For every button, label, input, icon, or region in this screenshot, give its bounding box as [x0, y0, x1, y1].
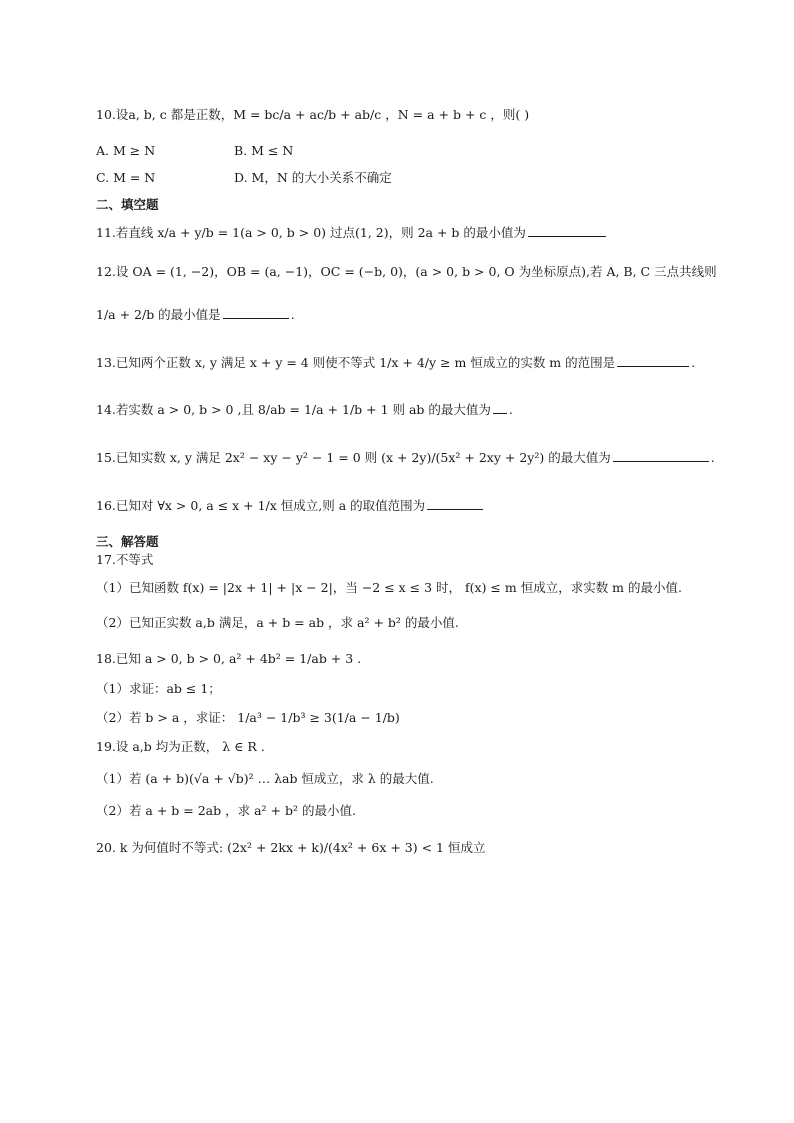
question-18-part2: （2）若 b > a ，求证： 1/a³ − 1/b³ ≥ 3(1/a − 1/b)	[96, 710, 400, 725]
question-13-text: 13.已知两个正数 x, y 满足 x + y = 4 则使不等式 1/x + 4/y ≥ m 恒成立的实数 m 的范围是	[96, 355, 616, 370]
q10-option-a: A. M ≥ N	[96, 143, 156, 158]
question-14-text: 14.若实数 a > 0, b > 0 ,且 8/ab = 1/a + 1/b + 1 则 ab 的最大值为	[96, 402, 491, 417]
section-solutions-title: 三、解答题	[96, 534, 159, 549]
section-fill-in-title: 二、填空题	[96, 197, 159, 212]
question-16	[96, 497, 485, 514]
question-18-part1: （1）求证：ab ≤ 1；	[96, 681, 221, 696]
question-15-text: 15.已知实数 x, y 满足 2x² − xy − y² − 1 = 0 则 (x + 2y)/(5x² + 2xy + 2y²) 的最大值为	[96, 450, 611, 465]
question-12-end: .	[290, 307, 295, 322]
question-18-title: 18.已知 a > 0, b > 0, a² + 4b² = 1/ab + 3 .	[96, 651, 362, 666]
question-14	[96, 401, 513, 418]
question-13	[96, 354, 695, 371]
question-12-line2	[96, 306, 295, 323]
question-12-text: 1/a + 2/b 的最小值是	[96, 307, 221, 322]
question-14-end: .	[508, 402, 513, 417]
question-17-title: 17.不等式	[96, 552, 154, 567]
q10-option-d: D. M，N 的大小关系不确定	[234, 170, 392, 185]
question-15	[96, 449, 715, 466]
question-19-part1: （1）若 (a + b)(√a + √b)² … λab 恒成立，求 λ 的最大值.	[96, 771, 434, 786]
answer-blank	[427, 497, 483, 510]
answer-blank	[613, 449, 709, 462]
answer-blank	[493, 401, 507, 414]
answer-blank	[617, 354, 689, 367]
q10-option-c: C. M = N	[96, 170, 156, 185]
question-13-end: .	[691, 355, 696, 370]
question-15-end: .	[710, 450, 715, 465]
q10-option-b: B. M ≤ N	[234, 143, 294, 158]
question-19-part2: （2）若 a + b = 2ab ，求 a² + b² 的最小值.	[96, 803, 356, 818]
question-20: 20. k 为何值时不等式: (2x² + 2kx + k)/(4x² + 6x + 3) < 1 恒成立	[96, 840, 486, 855]
question-19-title: 19.设 a,b 均为正数， λ ∈ R .	[96, 739, 265, 754]
answer-blank	[223, 306, 289, 319]
question-16-text: 16.已知对 ∀x > 0, a ≤ x + 1/x 恒成立,则 a 的取值范围为	[96, 498, 426, 513]
question-17-part1: （1）已知函数 f(x) = |2x + 1| + |x − 2|，当 −2 ≤ x ≤ 3 时， f(x) ≤ m 恒成立，求实数 m 的最小值.	[96, 580, 682, 595]
question-12-line1: 12.设 OA = (1, −2)，OB = (a, −1)，OC = (−b, 0)，(a > 0, b > 0, O 为坐标原点),若 A, B, C 三点共线则	[96, 264, 717, 279]
question-11	[96, 224, 608, 241]
question-10-stem: 10.设a, b, c 都是正数，M = bc/a + ac/b + ab/c ，N = a + b + c ，则( )	[96, 107, 530, 122]
question-11-text: 11.若直线 x/a + y/b = 1(a > 0, b > 0) 过点(1, 2)，则 2a + b 的最小值为	[96, 225, 526, 240]
answer-blank	[528, 224, 606, 237]
question-17-part2: （2）已知正实数 a,b 满足，a + b = ab ，求 a² + b² 的最小值.	[96, 615, 459, 630]
